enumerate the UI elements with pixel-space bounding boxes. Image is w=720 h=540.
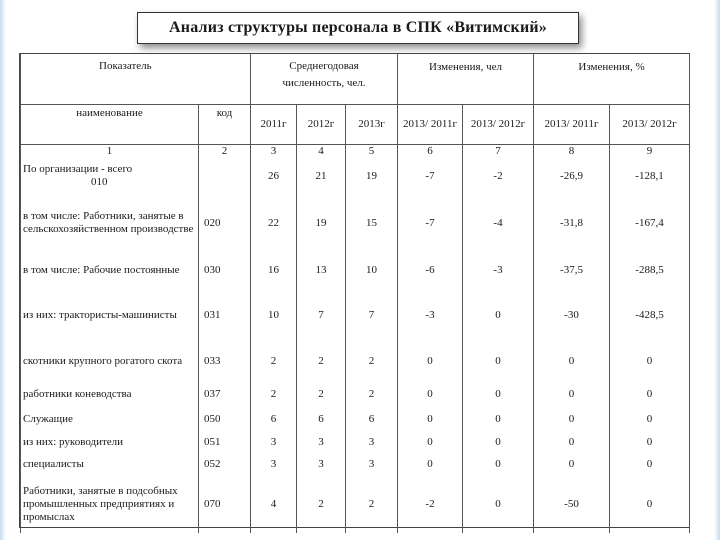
colnum: 4	[297, 144, 346, 158]
row-value: 0	[610, 453, 690, 475]
row-value: 2	[251, 381, 297, 407]
row-name: в том числе: Рабочие постоянные	[21, 252, 199, 289]
row-name: из них: руководители	[21, 431, 199, 453]
row-name: в том числе: Работники, занятые в сельскохозяйственном производстве	[21, 194, 199, 252]
header-kod: код	[199, 104, 251, 144]
row-value: 0	[463, 381, 534, 407]
row-value: 2	[346, 341, 398, 381]
row-value: 0	[610, 407, 690, 431]
row-value: 15	[346, 194, 398, 252]
row-name: Работники, занятые в подсобных промышленных предприятиях и промыслах	[21, 475, 199, 533]
row-value: 0	[534, 453, 610, 475]
colnum: 2	[199, 144, 251, 158]
row-value: 0	[534, 407, 610, 431]
row-value: -31,8	[534, 194, 610, 252]
header-izm-pct-text: Изменения, %	[578, 61, 645, 73]
row-value: 3	[251, 431, 297, 453]
row-value: 0	[534, 381, 610, 407]
row-value: 0	[610, 431, 690, 453]
row-value: 2	[297, 475, 346, 533]
row-value: 2	[297, 341, 346, 381]
row-value: -7	[398, 158, 463, 194]
row-value: 2	[297, 381, 346, 407]
row-code: 051	[199, 431, 251, 453]
row-name: работники коневодства	[21, 381, 199, 407]
header-2011: 2011г	[251, 104, 297, 144]
table-row	[21, 407, 690, 431]
colnum: 1	[21, 144, 199, 158]
colnum: 7	[463, 144, 534, 158]
colnum: 3	[251, 144, 297, 158]
row-value: 0	[610, 341, 690, 381]
row-value: -50	[534, 475, 610, 533]
row-name-code: 010	[91, 176, 108, 188]
colnum: 9	[610, 144, 690, 158]
row-value: -30	[534, 289, 610, 341]
row-value: -7	[398, 194, 463, 252]
row-value: 3	[297, 431, 346, 453]
row-code	[199, 158, 251, 194]
row-value: -3	[398, 289, 463, 341]
table-row	[21, 289, 690, 341]
row-value: 3	[297, 453, 346, 475]
row-value: 0	[398, 453, 463, 475]
row-code: 031	[199, 289, 251, 341]
row-name: Служащие	[21, 407, 199, 431]
row-value: 6	[297, 407, 346, 431]
row-value: 3	[346, 431, 398, 453]
row-value: 0	[610, 381, 690, 407]
header-izm-chel	[398, 54, 534, 104]
row-value: -167,4	[610, 194, 690, 252]
row-value: 7	[297, 289, 346, 341]
personnel-table	[19, 53, 690, 528]
row-value: 0	[610, 475, 690, 533]
row-value: 3	[346, 453, 398, 475]
row-value: 16	[251, 252, 297, 289]
row-code: 030	[199, 252, 251, 289]
left-edge-decoration	[0, 0, 6, 540]
row-value: 0	[463, 475, 534, 533]
row-value: -3	[463, 252, 534, 289]
row-value: 0	[463, 407, 534, 431]
row-code: 037	[199, 381, 251, 407]
header-2013: 2013г	[346, 104, 398, 144]
row-value: -128,1	[610, 158, 690, 194]
row-value: -2	[398, 475, 463, 533]
row-value: 2	[346, 475, 398, 533]
row-value: 6	[251, 407, 297, 431]
colnum: 5	[346, 144, 398, 158]
header-p2013-2012: 2013/ 2012г	[610, 104, 690, 144]
header-naimenovanie: наименование	[21, 104, 199, 144]
row-value: 21	[297, 158, 346, 194]
row-value: 2	[251, 341, 297, 381]
row-value: 2	[346, 381, 398, 407]
row-value: 7	[346, 289, 398, 341]
table-row	[21, 453, 690, 475]
header-p2013-2011: 2013/ 2011г	[534, 104, 610, 144]
colnum: 6	[398, 144, 463, 158]
header-pokazatel-text: Показатель	[99, 60, 152, 72]
header-c2013-2011: 2013/ 2011г	[398, 104, 463, 144]
row-value: 0	[534, 341, 610, 381]
row-value: -4	[463, 194, 534, 252]
right-edge-decoration	[714, 0, 720, 540]
table-row	[21, 475, 690, 533]
row-value: 19	[346, 158, 398, 194]
row-value: 26	[251, 158, 297, 194]
row-name: По организации - всего 010	[21, 158, 199, 194]
row-value: -26,9	[534, 158, 610, 194]
row-value: 0	[463, 431, 534, 453]
row-value: 22	[251, 194, 297, 252]
row-code: 052	[199, 453, 251, 475]
row-value: -37,5	[534, 252, 610, 289]
header-izm-chel-text: Изменения, чел	[429, 61, 502, 73]
row-value: 0	[463, 289, 534, 341]
row-value: -288,5	[610, 252, 690, 289]
header-srednegodovaya	[251, 54, 398, 104]
page-title: Анализ структуры персонала в СПК «Витимский»	[137, 12, 579, 44]
row-value: 0	[534, 431, 610, 453]
row-code: 020	[199, 194, 251, 252]
table-row	[21, 341, 690, 381]
row-value: -6	[398, 252, 463, 289]
row-name: специалисты	[21, 453, 199, 475]
row-value: 6	[346, 407, 398, 431]
row-code: 050	[199, 407, 251, 431]
header-srednegodovaya-text: Среднегодовая численность, чел.	[282, 60, 366, 89]
row-value: 0	[463, 341, 534, 381]
row-value: 0	[463, 453, 534, 475]
row-value: 0	[398, 381, 463, 407]
row-value: -2	[463, 158, 534, 194]
row-name: скотники крупного рогатого скота	[21, 341, 199, 381]
row-value: -428,5	[610, 289, 690, 341]
colnum: 8	[534, 144, 610, 158]
row-code: 033	[199, 341, 251, 381]
header-c2013-2012: 2013/ 2012г	[463, 104, 534, 144]
row-value: 0	[398, 431, 463, 453]
row-value: 19	[297, 194, 346, 252]
row-value: 10	[251, 289, 297, 341]
table-row	[21, 158, 690, 194]
row-value: 0	[398, 407, 463, 431]
table-row	[21, 381, 690, 407]
row-value: 10	[346, 252, 398, 289]
table-row	[21, 252, 690, 289]
row-value: 0	[398, 341, 463, 381]
header-2012: 2012г	[297, 104, 346, 144]
row-value: 3	[251, 453, 297, 475]
row-value: 13	[297, 252, 346, 289]
header-izm-pct	[534, 54, 690, 104]
row-value: 4	[251, 475, 297, 533]
row-name: из них: трактористы-машинисты	[21, 289, 199, 341]
row-code: 070	[199, 475, 251, 533]
header-pokazatel	[21, 54, 251, 80]
table-row	[21, 194, 690, 252]
header-spacer	[21, 80, 251, 104]
table-row	[21, 431, 690, 453]
